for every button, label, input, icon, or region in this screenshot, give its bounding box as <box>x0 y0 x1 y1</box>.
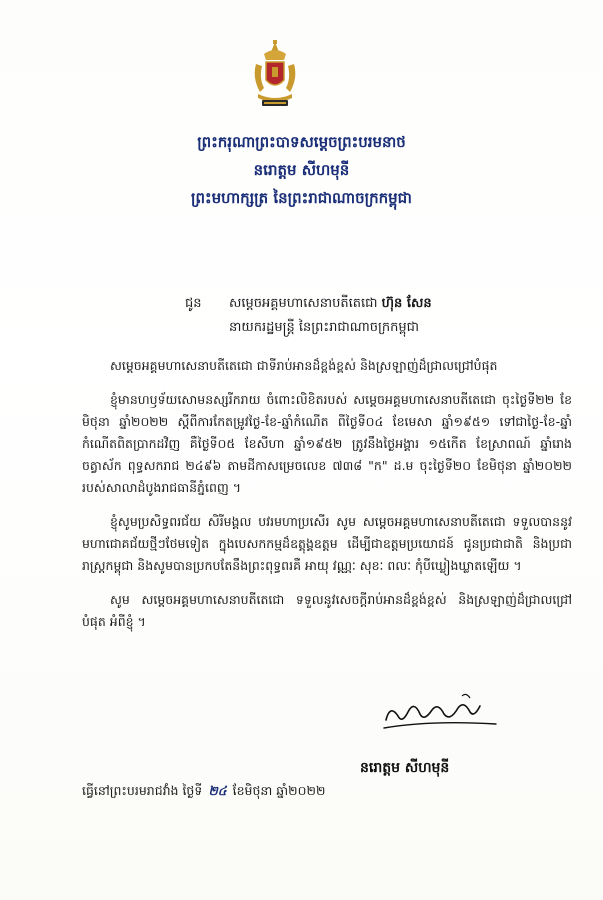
header-king-name: នរោត្តម សីហមុនី <box>253 161 350 179</box>
royal-arms-emblem-icon <box>250 40 300 112</box>
body-paragraph-2: ខ្ញុំមានហឫទ័យសោមនស្សរីករាយ ចំពោះលិខិតរបស់ សម្តេចអគ្គមហាសេនាបតីតេជោ ចុះថ្ងៃទី២២ ខែមិថុនា ឆ្នាំ២០២២ ស្តីពីការកែតម្រូវថ្ងៃ-ខែ-ឆ្នាំកំណើត ពីថ្ងៃទី០៤ ខែមេសា ឆ្នាំ១៩៥១ ទៅជាថ្ងៃ-ខែ-ឆ្នាំកំណើតពិតប្រាកដវិញ គឺថ្ងៃទី០៥ ខែសីហា ឆ្នាំ១៩៥២ ត្រូវនឹងថ្ងៃអង្គារ ១៥កើត ខែស្រាពណ៍ ឆ្នាំរោង ចត្វាស័ក ពុទ្ធសករាជ ២៤៩៦ តាមដីកាសម្រេចលេខ ៧៣៨ "ក" ដ.ម ចុះថ្ងៃទី២០ ខែមិថុនា ឆ្នាំ២០២២ របស់សាលាដំបូងរាជធានីភ្នំពេញ ។ <box>82 392 572 495</box>
recipient-name-bold: ហ៊ុន សែន <box>381 296 432 311</box>
dateline-day: ២៤ <box>208 783 227 798</box>
body-paragraph-3: ខ្ញុំសូមប្រសិទ្ធពរជ័យ សិរីមង្គល បវរមហាប្រសើរ សូម សម្តេចអគ្គមហាសេនាបតីតេជោ ទទួលបាននូវមហាជោគជ័យថ្មីៗថែមទៀត ក្នុងបេសកកម្មដ៏ឧត្តុង្គឧត្តម ដើម្បីជាឧត្តមប្រយោជន៍ ជូនប្រជាជាតិ និងប្រជារាស្ត្រកម្ពុជា និងសូមបានប្រកបតែនឹងព្រះពុទ្ធពរគឺ អាយុ វណ្ណៈ សុខៈ ពលៈ កុំបីឃ្លៀងឃ្លាតឡើយ ។ <box>82 514 572 573</box>
recipient-to-label: ជូន <box>185 296 202 311</box>
header-king-position: ព្រះមហាក្សត្រ នៃព្រះរាជាណាចក្រកម្ពុជា <box>191 189 412 207</box>
signer-printed-name: នរោត្តម សីហមុនី <box>360 760 450 776</box>
recipient-name <box>229 292 432 316</box>
dateline-prefix: ធ្វើនៅព្រះបរមរាជវាំង ថ្ងៃទី <box>82 783 203 798</box>
letter-header <box>0 128 603 212</box>
dateline <box>82 783 325 802</box>
dateline-suffix: ខែមិថុនា ឆ្នាំ២០២២ <box>232 783 326 798</box>
handwritten-signature <box>380 690 500 736</box>
body-paragraph-1: សម្តេចអគ្គមហាសេនាបតីតេជោ ជាទីរាប់អានដ៏ខ្ពង់ខ្ពស់ និងស្រឡាញ់ដ៏ជ្រាលជ្រៅបំផុត <box>110 358 498 373</box>
recipient-title: នាយករដ្ឋមន្ត្រី នៃព្រះរាជាណាចក្រកម្ពុជា <box>229 320 419 335</box>
header-royal-title: ព្រះករុណាព្រះបាទសម្តេចព្រះបរមនាថ <box>197 133 406 151</box>
recipient-name-prefix: សម្តេចអគ្គមហាសេនាបតីតេជោ <box>229 296 382 311</box>
body-paragraph-4: សូម សម្តេចអគ្គមហាសេនាបតីតេជោ ទទួលនូវសេចក្តីរាប់អានដ៏ខ្ពង់ខ្ពស់ និងស្រឡាញ់ដ៏ជ្រាលជ្រៅបំផុត អំពីខ្ញុំ ។ <box>82 592 572 629</box>
letter-body <box>82 355 572 645</box>
